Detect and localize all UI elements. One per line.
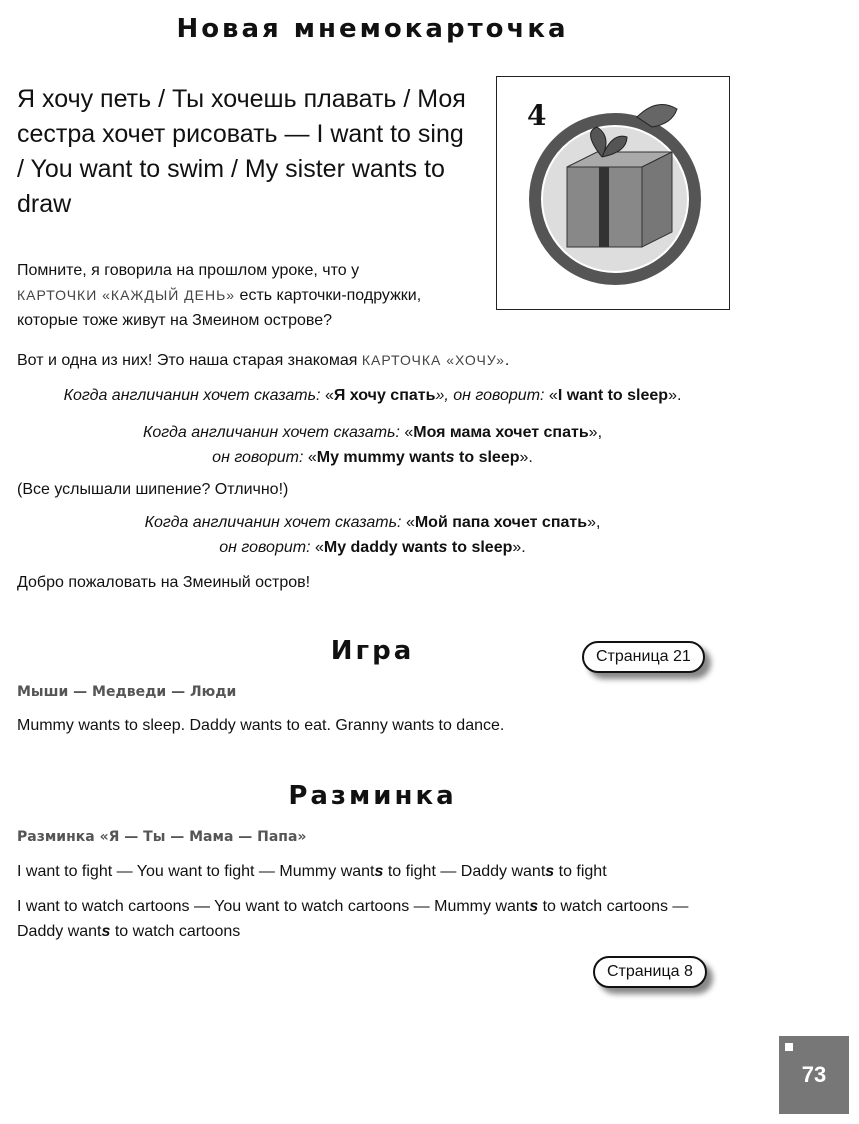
game-heading: Игра bbox=[330, 636, 415, 666]
corner-decoration bbox=[785, 1043, 793, 1051]
paragraph-4: Добро пожаловать на Змеиный остров! bbox=[17, 574, 311, 591]
example-2: Когда англичанин хочет сказать: «Моя мама хочет спать», он говорит: «My mummy wants to sleep». bbox=[142, 424, 603, 466]
page-number: 73 bbox=[779, 1036, 849, 1114]
game-text: Mummy wants to sleep. Daddy wants to eat. Granny wants to dance. bbox=[17, 717, 505, 734]
snake-gift-illustration bbox=[497, 77, 729, 309]
mnemo-card-image bbox=[496, 76, 730, 310]
intro-paragraph: Помните, я говорила на прошлом уроке, что у КАРТОЧКИ «КАЖДЫЙ ДЕНЬ» есть карточки-подружки, которые тоже живут на Змеином острове? bbox=[17, 262, 422, 329]
example-3: Когда англичанин хочет сказать: «Мой папа хочет спать», он говорит: «My daddy wants to sleep». bbox=[144, 514, 601, 556]
game-subheading: Мыши — Медведи — Люди bbox=[17, 684, 237, 700]
paragraph-3: (Все услышали шипение? Отлично!) bbox=[17, 481, 289, 498]
warmup-line-1: I want to fight — You want to fight — Mummy wants to fight — Daddy wants to fight bbox=[17, 863, 607, 880]
card-number: 4 bbox=[527, 99, 547, 132]
warmup-subheading: Разминка «Я — Ты — Мама — Папа» bbox=[17, 829, 307, 845]
warmup-page-ref: Страница 8 bbox=[593, 956, 707, 988]
example-1: Когда англичанин хочет сказать: «Я хочу спать», он говорит: «I want to sleep». bbox=[63, 387, 682, 404]
section-title: Новая мнемокарточка bbox=[176, 14, 569, 44]
game-page-ref: Страница 21 bbox=[582, 641, 705, 673]
paragraph-2: Вот и одна из них! Это наша старая знакомая КАРТОЧКА «ХОЧУ». bbox=[17, 352, 510, 369]
warmup-line-2: I want to watch cartoons — You want to watch cartoons — Mummy wants to watch cartoons — Daddy wants to watch cartoons bbox=[17, 898, 689, 940]
warmup-heading: Разминка bbox=[288, 781, 457, 811]
card-phrase: Я хочу петь / Ты хочешь плавать / Моя сестра хочет рисовать — I want to sing / You want to swim / My sister wants to draw bbox=[17, 85, 466, 218]
